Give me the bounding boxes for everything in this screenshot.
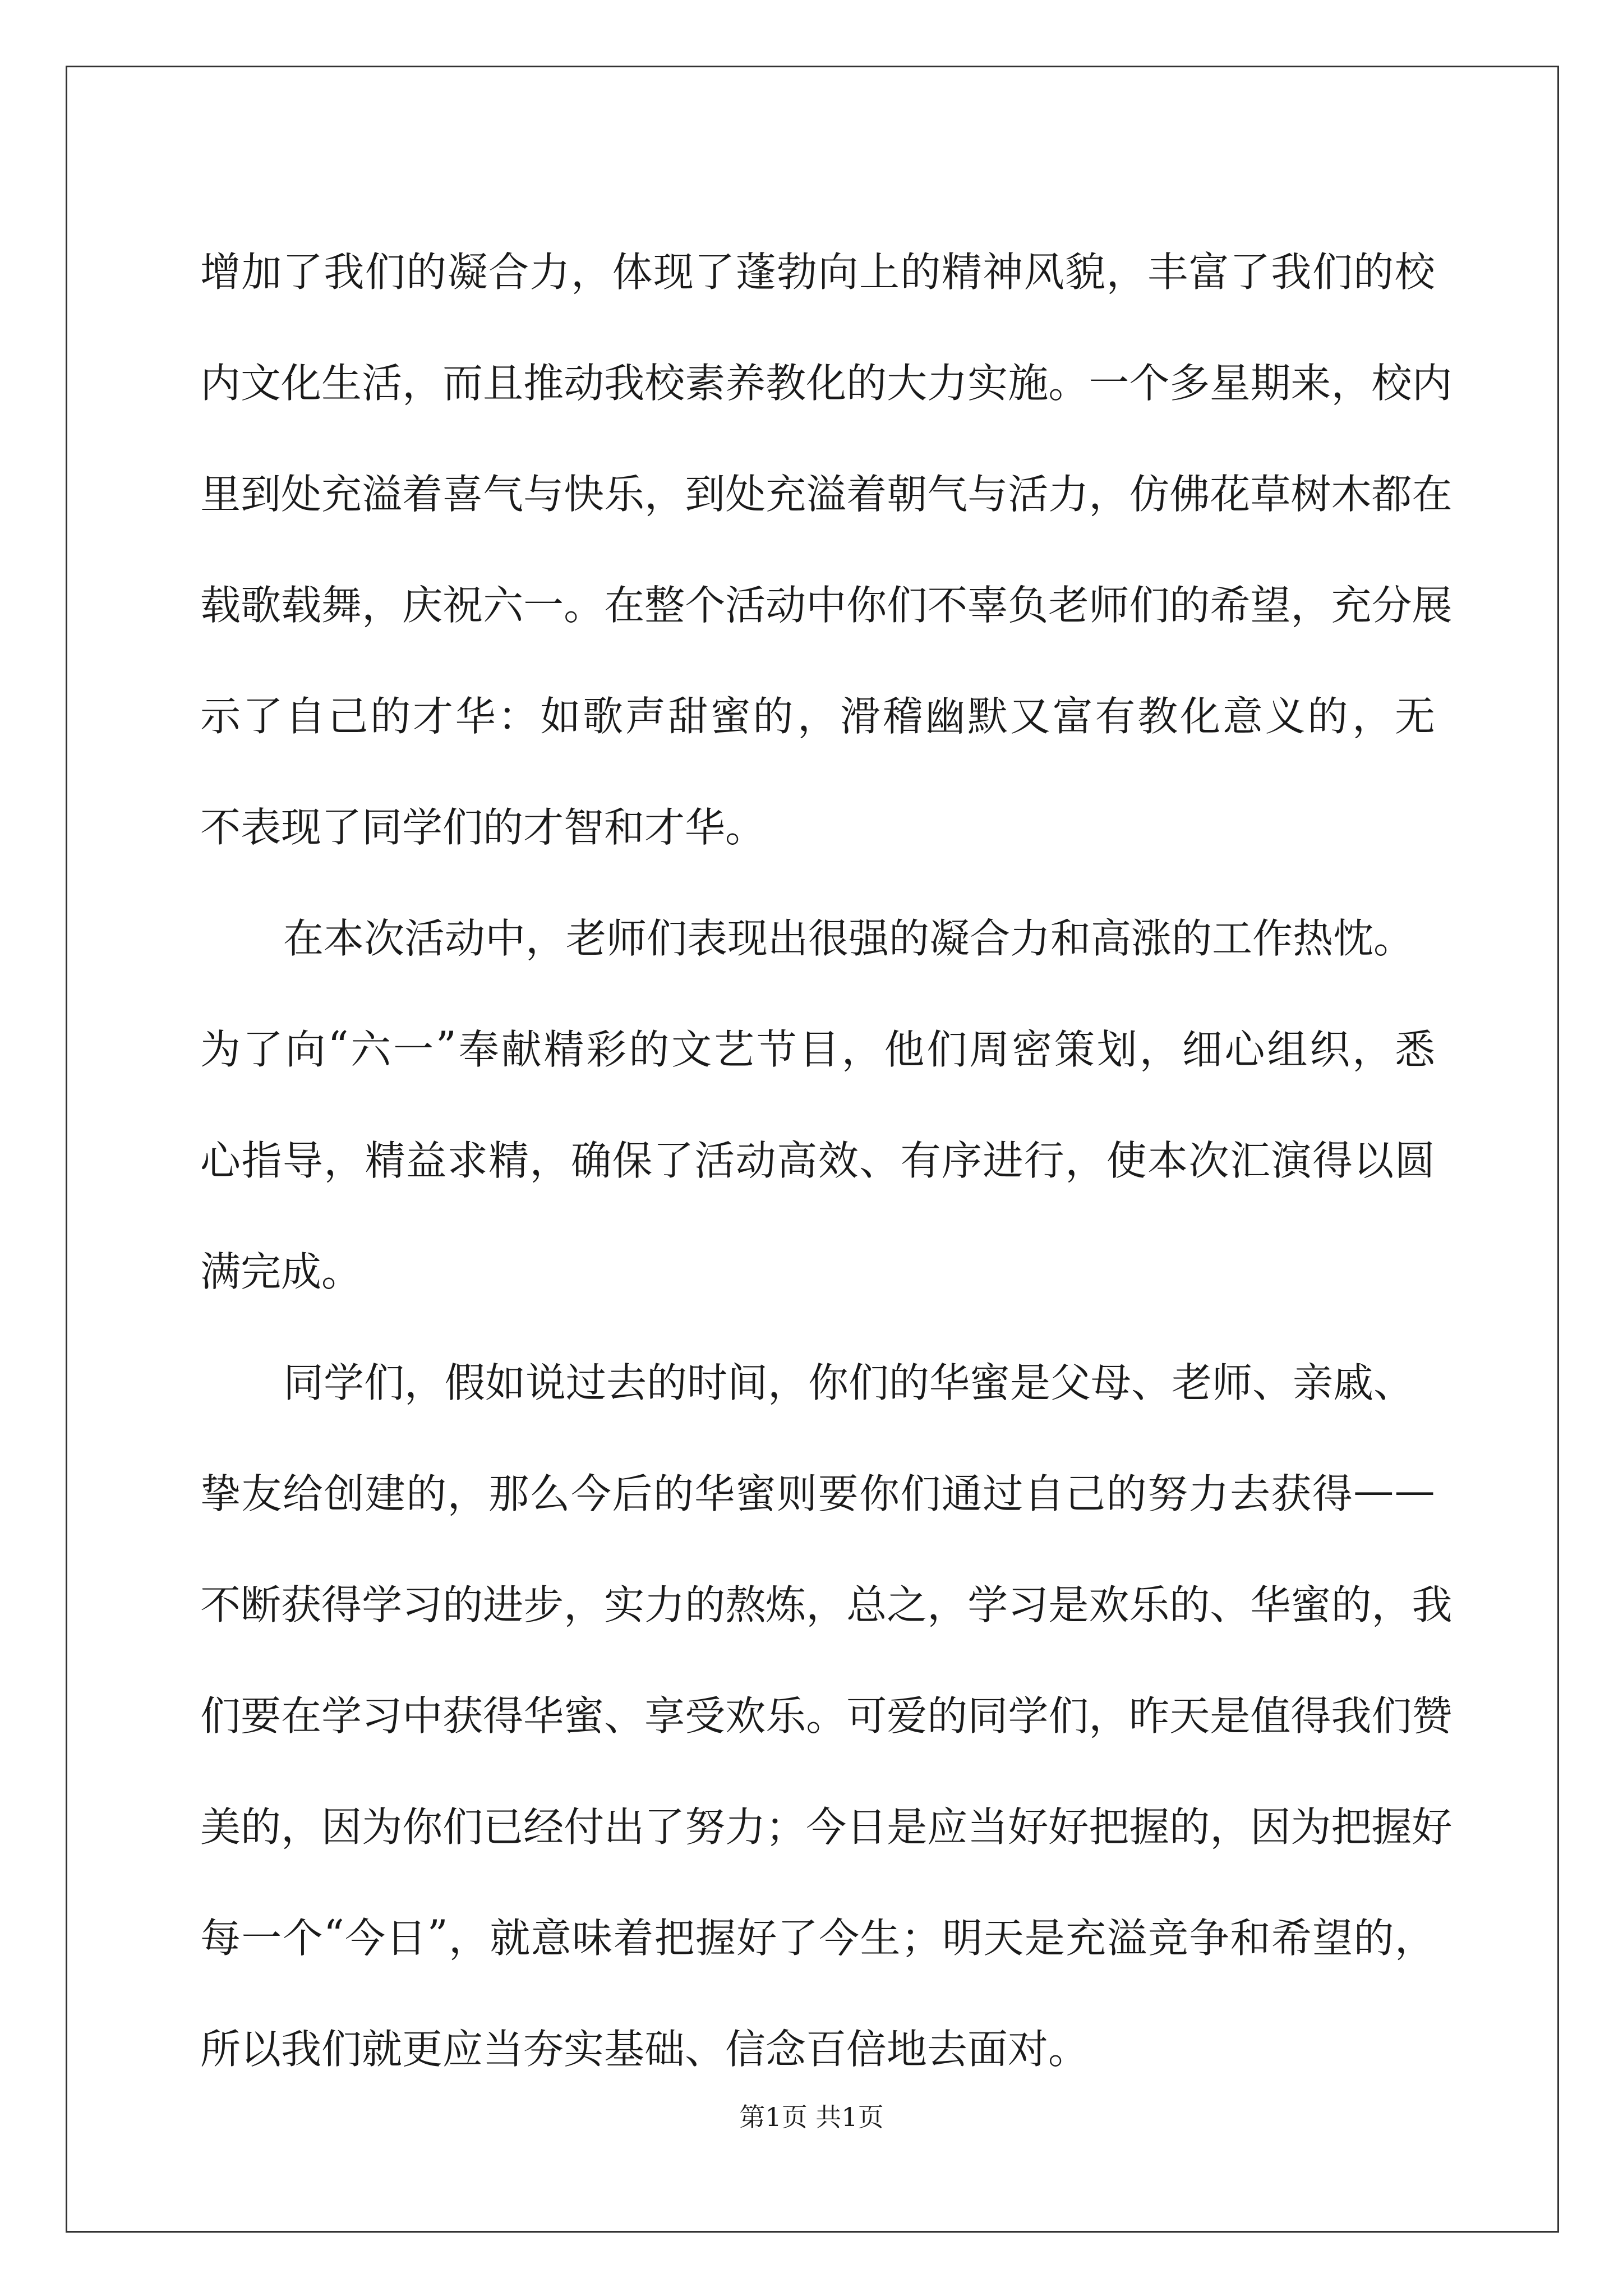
paragraph-3-line-1: 同学们，假如说过去的时间，你们的华蜜是父母、老师、亲戚、 — [283, 1359, 1414, 1406]
paragraph-3-line-3: 不 断 获 得 学 习 的 进 步 ， 实 力 的 熬 炼 ， 总 之 ， 学 习 是 欢 乐 的 、 华 蜜 的 ， 我 — [200, 1581, 1453, 1628]
paragraph-1-line-6: 不表现了同学们的才智和才华。 — [200, 804, 766, 851]
paragraph-3-line-7: 所以我们就更应当夯实基础、信念百倍地去面对。 — [200, 2026, 1089, 2073]
paragraph-3-line-4: 们 要 在 学 习 中 获 得 华 蜜 、 享 受 欢 乐 。 可 爱 的 同 学 们 ， 昨 天 是 值 得 我 们 赞 — [200, 1692, 1453, 1740]
paragraph-1-line-4: 载 歌 载 舞 ， 庆 祝 六 一 。 在 整 个 活 动 中 你 们 不 辜 负 老 师 们 的 希 望 ， 充 分 展 — [200, 582, 1453, 629]
paragraph-3-line-2: 挚 友 给 创 建 的 ， 那 么 今 后 的 华 蜜 则 要 你 们 通 过 自 己 的 努 力 去 获 得 — — — [200, 1467, 1435, 1517]
paragraph-3-line-5: 美 的 ， 因 为 你 们 已 经 付 出 了 努 力 ； 今 日 是 应 当 好 好 把 握 的 ， 因 为 把 握 好 — [200, 1803, 1453, 1851]
paragraph-1-line-5: 示 了 自 己 的 才 华 ： 如 歌 声 甜 蜜 的 ， 滑 稽 幽 默 又 富 有 教 化 意 义 的 ， 无 — [200, 693, 1435, 740]
paragraph-1-line-3: 里 到 处 充 溢 着 喜 气 与 快 乐 ， 到 处 充 溢 着 朝 气 与 活 力 ， 仿 佛 花 草 树 木 都 在 — [200, 471, 1453, 518]
paragraph-2-line-2: 为 了 向 “ 六 一 ” 奉 献 精 彩 的 文 艺 节 目 ， 他 们 周 密 策 划 ， 细 心 组 织 ， 悉 — [200, 1023, 1435, 1073]
paragraph-3-line-6: 每 一 个 “ 今 日 ” ， 就 意 味 着 把 握 好 了 今 生 ； 明 天 是 充 溢 竞 争 和 希 望 的 ， — [200, 1911, 1435, 1962]
paragraph-2-line-1: 在本次活动中，老师们表现出很强的凝合力和高涨的工作热忱。 — [283, 915, 1414, 962]
paragraph-1-line-2: 内 文 化 生 活 ， 而 且 推 动 我 校 素 养 教 化 的 大 力 实 施 。 一 个 多 星 期 来 ， 校 内 — [200, 360, 1453, 407]
document-body — [200, 213, 1453, 2101]
paragraph-2-line-4: 满完成。 — [200, 1248, 362, 1295]
page-number-footer: 第1页 共1页 — [739, 2102, 884, 2132]
paragraph-1-line-1: 增 加 了 我 们 的 凝 合 力 ， 体 现 了 蓬 勃 向 上 的 精 神 风 貌 ， 丰 富 了 我 们 的 校 — [200, 249, 1435, 296]
paragraph-2-line-3: 心 指 导 ， 精 益 求 精 ， 确 保 了 活 动 高 效 、 有 序 进 行 ， 使 本 次 汇 演 得 以 圆 — [200, 1137, 1435, 1184]
